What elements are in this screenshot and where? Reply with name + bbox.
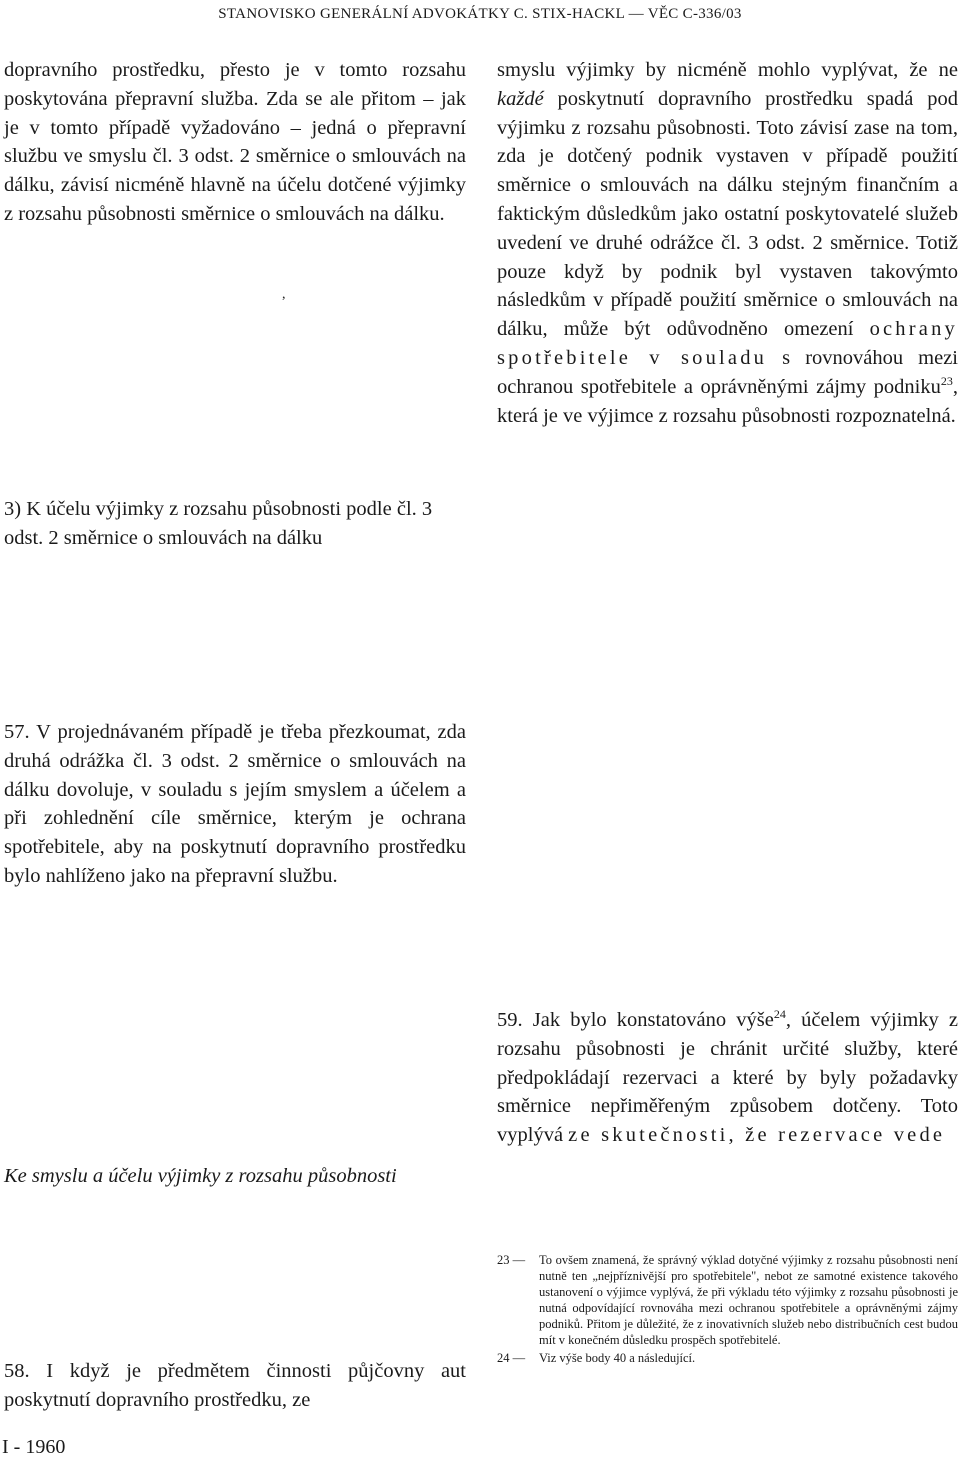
spaced-text-59: ze skutečnosti, že rezervace vede [568, 1124, 946, 1147]
footnote-ref-23: 23 [940, 373, 953, 388]
footnotes [497, 1252, 958, 1368]
footnote-23 [497, 1252, 958, 1348]
section-heading-3: 3) K účelu výjimky z rozsahu působnosti podle čl. 3 odst. 2 směrnice o smlouvách na dálku [4, 498, 433, 549]
right-paragraph-continuation: smyslu výjimky by nicméně mohlo vyplývat, že ne každé poskytnutí dopravního prostředku spadá pod výjimku z rozsahu působnosti. Toto závisí zase na tom, zda je dotčený podnik vystaven v případě použití směrnice o smlouvách na dálku stejným finančním a faktickým důsledkům jako ostatní poskytovatelé služeb uvedení ve druhé odrážce čl. 3 odst. 2 směrnice. Totiž pouze když by podnik byl vystaven takovýmto následkům v případě použití směrnice o smlouvách na dálku, může být odůvodněno omezení ochrany spotřebitele v souladu s rovnováhou mezi ochranou spotřebitele a oprávněnými zájmy podniku$^{23}$, která je ve výjimce z rozsahu působnosti rozpoznatelná. [497, 59, 958, 427]
footnote-number: 23 — [497, 1253, 526, 1267]
footnote-text: To ovšem znamená, že správný výklad dotyčné výjimky z rozsahu působnosti není nutně ten „nejpříznivější pro spotřebitele", nebot ze samotné existence takového ustanovení o výjimce vyplývá, že při výkladu této výjimky z rozsahu působnosti je nutná odpovídající rovnováha mezi ochranou spotřebitele a oprávněnými zájmy podniků. Přitom je důležité, že z inovativních služeb nebo distribučních cest budou mít v konečném důsledku prospěch spotřebitelé. [539, 1253, 958, 1347]
paragraph-58: 58. I když je předmětem činnosti půjčovny aut poskytnutí dopravního prostředku, ze [4, 1360, 466, 1411]
footnote-number: 24 — [497, 1351, 526, 1365]
footnote-text: Viz výše body 40 a následující. [539, 1351, 696, 1365]
italic-subheading: Ke smyslu a účelu výjimky z rozsahu působnosti [4, 1165, 397, 1187]
paragraph-59: 59. Jak bylo konstatováno výše$^{24}$, účelem výjimky z rozsahu působnosti je chránit určité služby, které předpokládají rezervaci a které by byly požadavky směrnice nepřiměřeným způsobem dotčeny. Toto vyplývá ze skutečnosti, že rezervace vede [497, 1007, 959, 1147]
paragraph-57: 57. V projednávaném případě je třeba přezkoumat, zda druhá odrážka čl. 3 odst. 2 směrnice o smlouvách na dálku dovoluje, v souladu s jejím smyslem a účelem a při zohlednění cíle směrnice, kterým je ochrana spotřebitele, aby na poskytnutí dopravního prostředku bylo nahlíženo jako na přepravní službu. [4, 721, 466, 887]
spaced-text: ochrany spotřebitele v souladu [497, 318, 958, 369]
left-paragraph-continuation: dopravního prostředku, přesto je v tomto rozsahu poskytována přepravní služba. Zda se ale přitom – jak je v tomto případě vyžadováno – jedná o přepravní službu ve smyslu čl. 3 odst. 2 směrnice o smlouvách na dálku, závisí nicméně hlavně na účelu dotčené výjimky z rozsahu působnosti směrnice o smlouvách na dálku. [4, 59, 466, 225]
footnote-ref-24: 24 [773, 1007, 786, 1022]
emphasis-kazde: každé [497, 87, 544, 110]
stray-mark: , [282, 287, 286, 302]
page-header: STANOVISKO GENERÁLNÍ ADVOKÁTKY C. STIX-HACKL — VĚC C-336/03 [218, 6, 742, 22]
footnote-24 [497, 1350, 958, 1366]
page-number: I - 1960 [2, 1436, 66, 1458]
